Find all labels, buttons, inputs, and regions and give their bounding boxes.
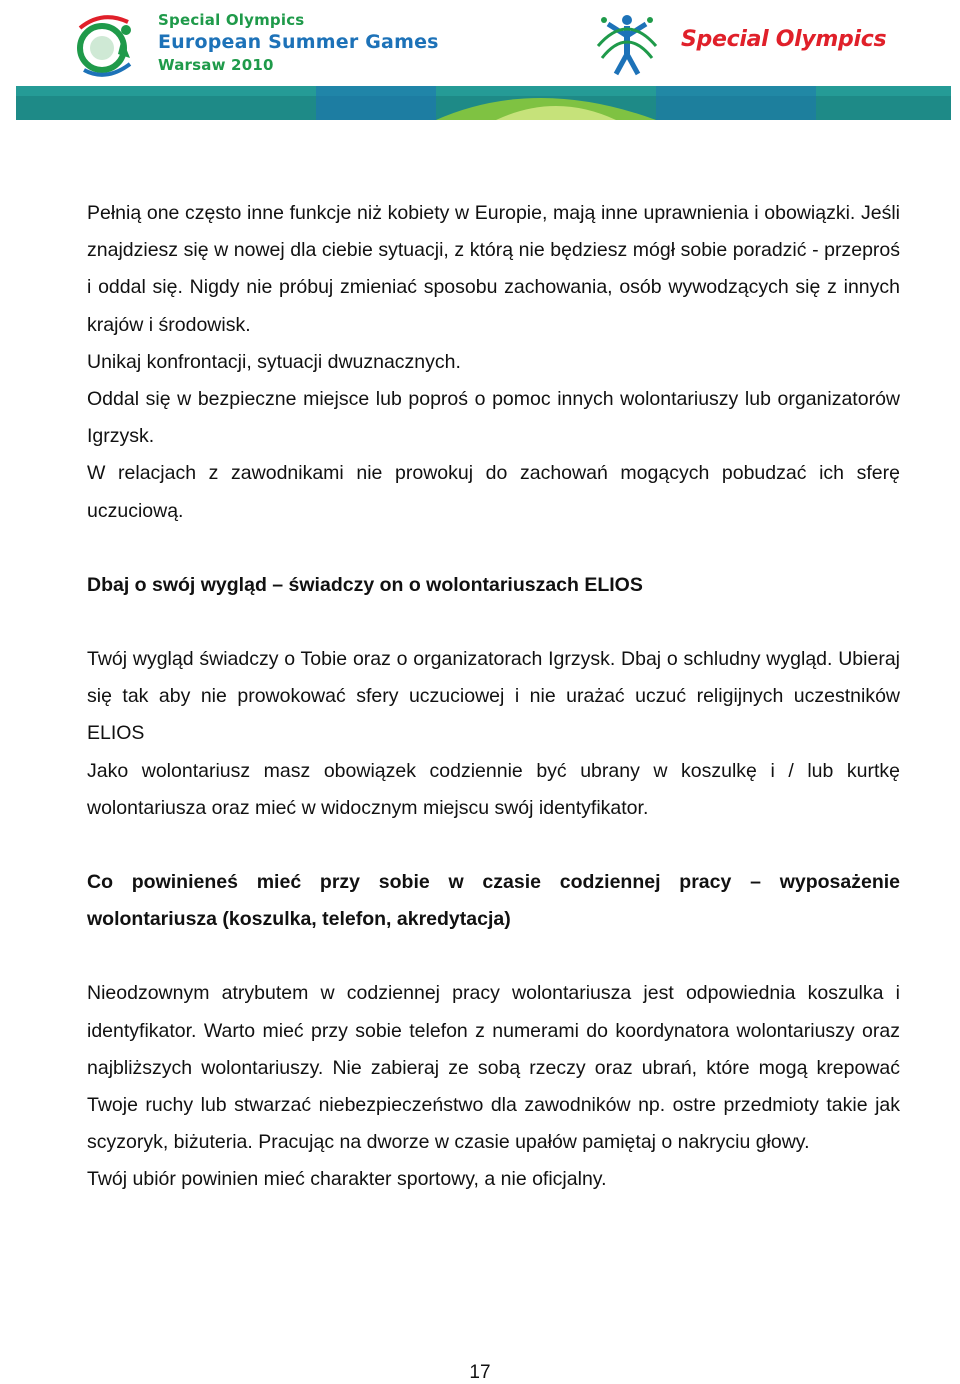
games-title-block: [158, 10, 439, 76]
paragraph: Twój ubiór powinien mieć charakter sportowy, a nie oficjalny.: [87, 1168, 607, 1191]
games-title-line2: European Summer Games: [158, 31, 439, 53]
special-olympics-wordmark: Special Olympics: [681, 27, 887, 52]
paragraph: Twój wygląd świadczy o Tobie oraz o organizatorach Igrzysk. Dbaj o schludny wygląd. Ubieraj się tak aby nie prowokować sfery uczuciowej i nie urażać uczuć religijnych uczestników ELIOS: [87, 648, 900, 745]
games-emblem-logo: [72, 8, 138, 80]
header-banner: [16, 86, 951, 120]
paragraph: W relacjach z zawodnikami nie prowokuj do zachowań mogących pobudzać ich sferę uczuciową.: [87, 462, 900, 522]
paragraph: Jako wolontariusz masz obowiązek codziennie być ubrany w koszulkę i / lub kurtkę wolontariusza oraz mieć w widocznym miejscu swój identyfikator.: [87, 759, 900, 819]
page-number: 17: [469, 1362, 491, 1383]
document-body: [87, 195, 900, 1199]
section-heading: Co powinieneś mieć przy sobie w czasie codziennej pracy – wyposażenie wolontariusza (koszulka, telefon, akredytacja): [87, 871, 900, 931]
games-title-line3: Warsaw 2010: [158, 56, 274, 74]
paragraph: Unikaj konfrontacji, sytuacji dwuznacznych.: [87, 350, 461, 373]
games-title-line1: Special Olympics: [158, 11, 305, 29]
paragraph: Nieodzownym atrybutem w codziennej pracy wolontariusza jest odpowiednia koszulka i identyfikator. Warto mieć przy sobie telefon z numerami do koordynatora wolontariuszy oraz najbliższych wolontariuszy. Nie zabieraj ze sobą rzeczy oraz ubrań, które mogą krepować Twoje ruchy lub stwarzać niebezpieczeństwo dla zawodników np. ostre przedmioty takie jak scyzoryk, biżuteria. Pracując na dworze w czasie upałów pamiętaj o nakryciu głowy.: [87, 982, 900, 1154]
page-header: [0, 0, 960, 125]
paragraph: Oddal się w bezpieczne miejsce lub poproś o pomoc innych wolontariuszy lub organizatorów Igrzysk.: [87, 388, 900, 448]
special-olympics-emblem-logo: [592, 6, 662, 78]
section-heading: Dbaj o swój wygląd – świadczy on o wolontariuszach ELIOS: [87, 573, 643, 596]
paragraph: Pełnią one często inne funkcje niż kobiety w Europie, mają inne uprawnienia i obowiązki. Jeśli znajdziesz się w nowej dla ciebie sytuacji, z którą nie będziesz mógł sobie poradzić - przeproś i oddal się. Nigdy nie próbuj zmieniać sposobu zachowania, osób wywodzących się z innych krajów i środowisk.: [87, 202, 900, 336]
